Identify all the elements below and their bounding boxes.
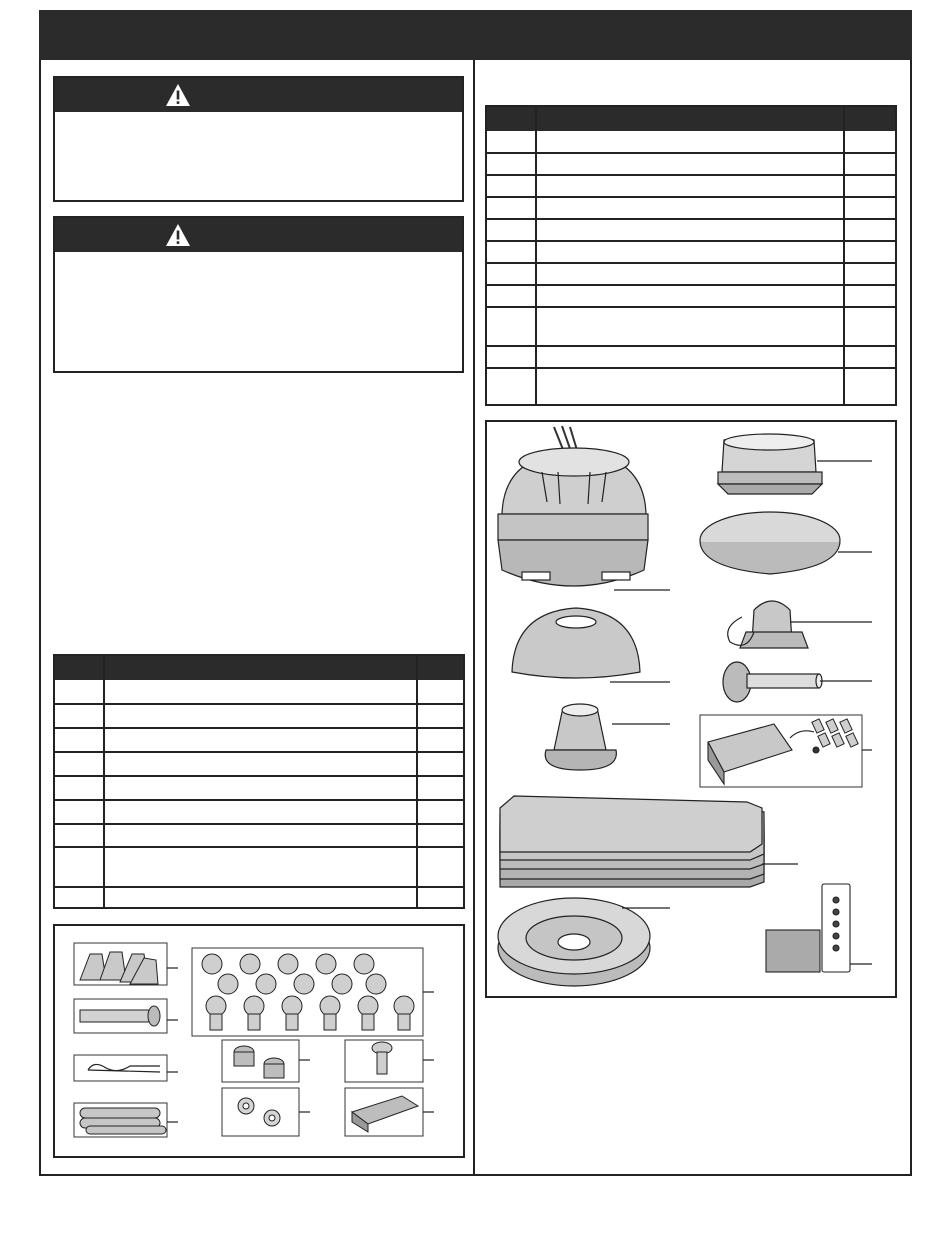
table-row: [487, 284, 895, 286]
parts-table-header: [487, 107, 895, 131]
page-title-bar: [39, 10, 912, 60]
fan-blades-icon: [500, 796, 764, 887]
warning-box: [53, 76, 464, 202]
hardware-illustration-panel: [53, 924, 465, 1158]
caution-header: [55, 218, 462, 252]
table-row: [487, 174, 895, 176]
table-row: [55, 703, 463, 705]
downrod-pin-icon: [723, 662, 822, 702]
light-kit-cover-icon: [700, 512, 840, 574]
table-row: [487, 196, 895, 198]
table-row: [55, 775, 463, 777]
warning-triangle-icon: [165, 223, 191, 247]
table-row: [55, 727, 463, 729]
table-row: [55, 751, 463, 753]
hanger-bracket-icon: [728, 601, 808, 648]
hardware-table: [53, 654, 465, 909]
table-row: [55, 886, 463, 888]
caution-box: [53, 216, 464, 373]
parts-illustration-panel: [485, 420, 897, 998]
table-row: [487, 240, 895, 242]
table-row: [55, 846, 463, 848]
table-row: [55, 799, 463, 801]
table-row: [487, 306, 895, 308]
table-row: [487, 218, 895, 220]
springs-icon: [80, 1108, 166, 1134]
mounting-plate-icon: [718, 434, 822, 494]
coupling-cover-icon: [545, 704, 616, 770]
table-row: [487, 367, 895, 369]
table-row: [55, 823, 463, 825]
warning-triangle-icon: [165, 83, 191, 107]
remote-control-icon: [766, 884, 850, 972]
ceiling-plate-icon: [498, 898, 650, 986]
parts-table: [485, 105, 897, 406]
table-row: [487, 345, 895, 347]
table-row: [487, 262, 895, 264]
canopy-icon: [512, 608, 640, 678]
hardware-table-header: [55, 656, 463, 680]
motor-housing-icon: [498, 426, 648, 586]
warning-header: [55, 78, 462, 112]
column-divider: [473, 60, 475, 1176]
table-row: [487, 152, 895, 154]
